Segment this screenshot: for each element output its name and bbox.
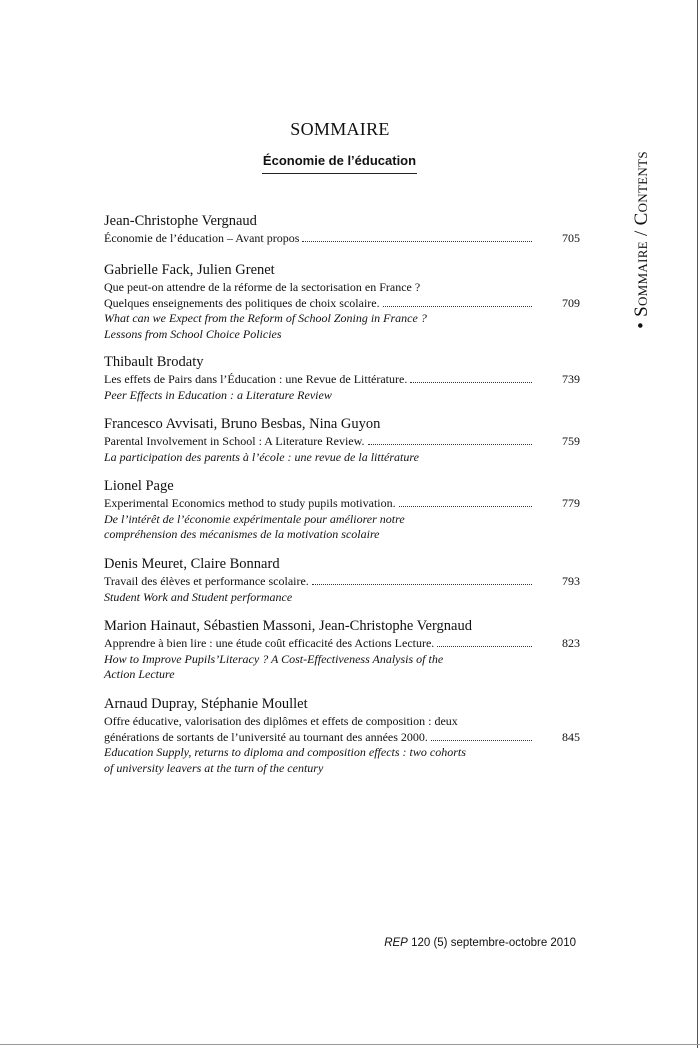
- entry-translated-title: Lessons from School Choice Policies: [104, 326, 282, 341]
- toc-entry[interactable]: [104, 695, 580, 776]
- page-title: SOMMAIRE: [290, 119, 390, 139]
- section-subtitle: Économie de l’éducation: [262, 153, 417, 168]
- entry-translated-title: De l’intérêt de l’économie expérimentale pour améliorer notre: [104, 511, 405, 526]
- entry-translated-title: Peer Effects in Education : a Literature Review: [104, 387, 332, 402]
- entry-title-text: générations de sortants de l’université au tournant des années 2000.: [104, 729, 428, 744]
- entry-authors: Francesco Avvisati, Bruno Besbas, Nina Guyon: [104, 416, 381, 432]
- toc-entry[interactable]: [104, 353, 580, 403]
- dot-leader: [368, 444, 533, 445]
- entry-title-line: [104, 372, 580, 388]
- journal-footer: [384, 937, 576, 949]
- toc-entry[interactable]: [104, 617, 580, 683]
- dot-leader: [383, 306, 532, 307]
- page-edge-bottom: [0, 1044, 700, 1045]
- entry-title-text: Offre éducative, valorisation des diplômes et effets de composition : deux: [104, 714, 458, 728]
- toc-entry[interactable]: [104, 415, 580, 465]
- page-number: 779: [562, 496, 580, 510]
- entry-title-text: Les effets de Pairs dans l’Éducation : une Revue de Littérature.: [104, 372, 408, 386]
- entry-title-text: Experimental Economics method to study pupils motivation.: [104, 496, 396, 510]
- entry-translated-title: How to Improve Pupils’Literacy ? A Cost-Effectiveness Analysis of the: [104, 651, 444, 666]
- page-number: 793: [562, 574, 580, 588]
- entry-authors: Arnaud Dupray, Stéphanie Moullet: [104, 696, 308, 712]
- entry-authors: Gabrielle Fack, Julien Grenet: [104, 262, 275, 278]
- entry-translated-title: compréhension des mécanismes de la motivation scolaire: [104, 527, 380, 542]
- dot-leader: [312, 584, 532, 585]
- entry-title-line: [104, 280, 580, 296]
- entry-title-text: Travail des élèves et performance scolaire.: [104, 574, 309, 588]
- entry-title-line: [104, 434, 580, 450]
- entry-title-line: [104, 636, 580, 652]
- page-number: 759: [562, 434, 580, 448]
- entry-title-line: [104, 231, 580, 247]
- dot-leader: [437, 646, 532, 647]
- page-number: 739: [562, 372, 580, 386]
- entry-authors: Lionel Page: [104, 478, 174, 494]
- entry-title-line: [104, 574, 580, 590]
- entry-title-text: Quelques enseignements des politiques de choix scolaire.: [104, 295, 380, 310]
- side-label-text: • Sommaire / Contents: [631, 151, 652, 329]
- entry-translated-title: Student Work and Student performance: [104, 589, 293, 604]
- entry-translated-title: Action Lecture: [104, 667, 175, 682]
- dot-leader: [302, 241, 532, 242]
- subtitle-underline: [262, 173, 417, 174]
- entry-translated-title: Education Supply, returns to diploma and composition effects : two cohorts: [104, 745, 466, 760]
- dot-leader: [399, 506, 532, 507]
- entry-title-text: Que peut-on attendre de la réforme de la sectorisation en France ?: [104, 280, 421, 294]
- toc-entry[interactable]: [104, 477, 580, 543]
- entry-translated-title: of university leavers at the turn of the century: [104, 760, 324, 775]
- entry-authors: Marion Hainaut, Sébastien Massoni, Jean-Christophe Vergnaud: [104, 618, 472, 634]
- entry-title-text: Apprendre à bien lire : une étude coût efficacité des Actions Lecture.: [104, 636, 435, 650]
- page-edge-right: [697, 0, 698, 1048]
- entry-title-line: [104, 296, 580, 312]
- entry-translated-title: What can we Expect from the Reform of School Zoning in France ?: [104, 311, 427, 326]
- toc-entry[interactable]: [104, 212, 580, 247]
- toc-entry[interactable]: [104, 555, 580, 605]
- side-section-label: [622, 125, 662, 355]
- entry-title-line: [104, 714, 580, 730]
- entry-title-line: [104, 730, 580, 746]
- journal-issue: 120 (5) septembre-octobre 2010: [411, 937, 576, 949]
- entry-authors: Denis Meuret, Claire Bonnard: [104, 556, 280, 572]
- entry-translated-title: La participation des parents à l’école : une revue de la littérature: [104, 449, 419, 464]
- entry-title-text: Parental Involvement in School : A Literature Review.: [104, 434, 365, 448]
- page-number: 709: [562, 295, 580, 310]
- entry-authors: Jean-Christophe Vergnaud: [104, 213, 257, 229]
- toc-entry[interactable]: [104, 261, 580, 342]
- dot-leader: [431, 740, 532, 741]
- page-number: 845: [562, 729, 580, 744]
- page-number: 823: [562, 636, 580, 650]
- dot-leader: [410, 382, 532, 383]
- entry-title-text: Économie de l’éducation – Avant propos: [104, 231, 300, 245]
- page-number: 705: [562, 231, 580, 245]
- entry-authors: Thibault Brodaty: [104, 354, 204, 370]
- entry-title-line: [104, 496, 580, 512]
- journal-name: REP: [384, 937, 408, 949]
